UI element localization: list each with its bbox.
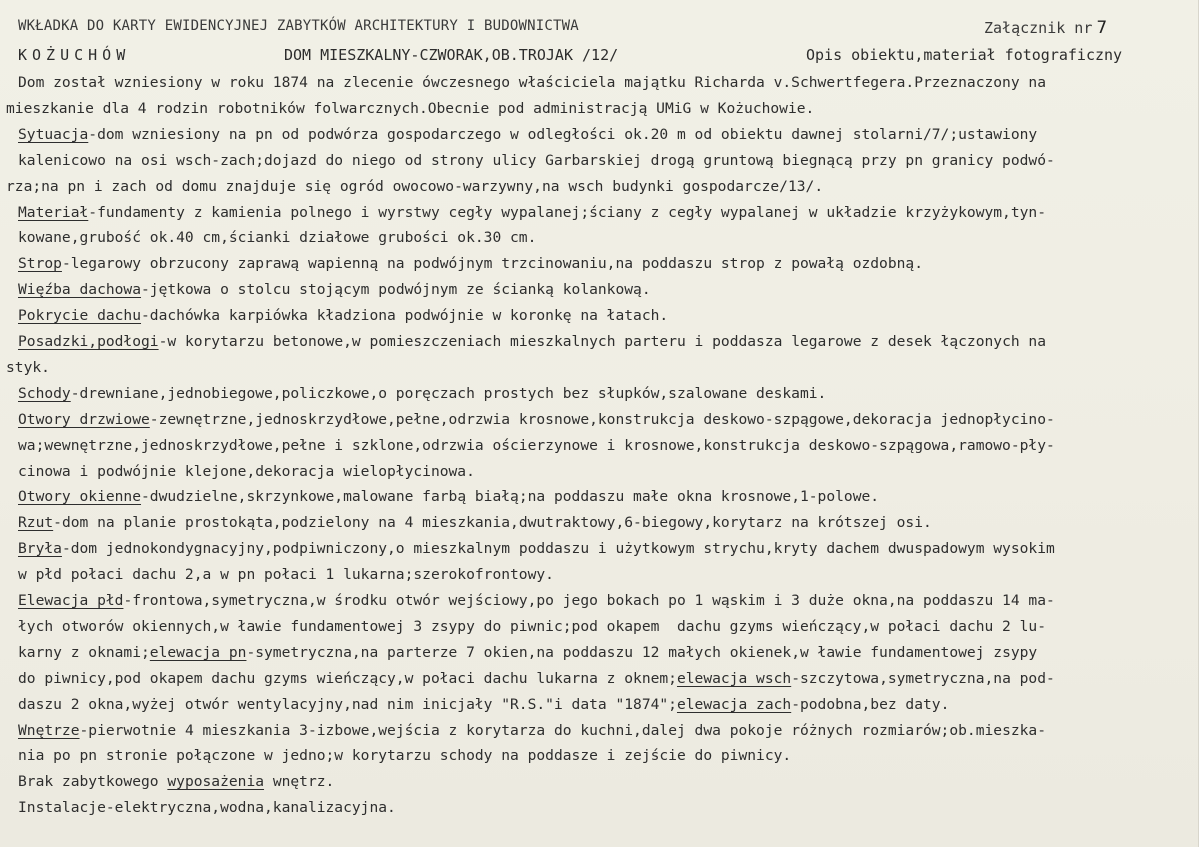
text-segment: Dom został wzniesiony w roku 1874 na zlecenie ówczesnego właściciela majątku Richarda v.Schwertfegera.Przeznaczony na [18,74,1046,91]
text-segment: -szczytowa,symetryczna,na pod- [791,669,1055,687]
text-segment: -legarowy obrzucony zaprawą wapienną na podwójnym trzcinowaniu,na poddaszu strop z powałą ozdobną. [61,255,923,273]
text-line [6,99,815,117]
text-segment: -frontowa,symetryczna,w środku otwór wejściowy,po jego bokach po 1 wąskim i 3 duże okna,na poddaszu 14 ma- [123,592,1055,609]
text-line [18,125,1038,143]
text-segment: -pierwotnie 4 mieszkania 3-izbowe,wejścia z korytarza do kuchni,dalej dwa pokoje różnych rozmiarów;ob.mieszka- [79,721,1046,739]
text-line [18,568,554,583]
attachment-label-text: Załącznik nr [984,19,1093,37]
text-segment: -dwudzielne,skrzynkowe,malowane farbą białą;na poddaszu małe okna krosnowe,1-polowe. [141,488,880,506]
text-line [18,749,791,764]
text-line [18,643,1038,661]
text-segment: karny z oknami; [18,643,150,661]
text-line [18,151,1055,169]
section-heading: Strop [18,255,62,273]
text-line [18,542,1055,557]
text-segment: mieszkanie dla 4 rodzin robotników folwarcznych.Obecnie pod administracją UMiG w Kożuchowie. [6,99,815,117]
text-line [18,231,536,246]
section-heading: Elewacja płd [18,592,124,609]
text-segment: wa;wewnętrzne,jednoskrzydłowe,pełne i szklone,odrzwia ościerzynowe i krosnowe,konstrukcja deskowo-szpągowa,ramowo-pły- [18,436,1055,454]
section-heading: Wnętrze [18,721,80,739]
description-type: Opis obiektu,materiał fotograficzny [806,46,1123,64]
text-segment: -dom jednokondygnacyjny,podpiwniczony,o mieszkalnym poddaszu i użytkowym strychu,kryty dachem dwuspadowym wysokim [61,540,1055,558]
text-line [6,177,824,195]
section-heading: Posadzki,podłogi [18,333,159,350]
section-heading: elewacja zach [676,695,792,713]
text-line [18,410,1055,428]
location-name: KOŻUCHÓW [18,46,131,64]
section-heading: Pokrycie dachu [18,307,142,325]
section-heading: Więźba dachowa [18,281,142,299]
text-segment: -podobna,bez daty. [791,695,950,713]
attachment-number: 7 [1096,18,1108,38]
text-line [18,594,1055,609]
text-segment: rza;na pn i zach od domu znajduje się ogród owocowo-warzywny,na wsch budynki gospodarcze/13/. [6,177,824,195]
object-name: DOM MIESZKALNY-CZWORAK,OB.TROJAK /12/ [284,46,619,64]
text-segment: styk. [6,358,50,376]
section-heading: elewacja wsch [676,669,792,687]
text-line [18,384,827,402]
section-heading: Schody [18,384,71,402]
text-segment: -zewnętrzne,jednoskrzydłowe,pełne,odrzwia krosnowe,konstrukcja deskowo-szpągowe,dekoracja jednopłycino- [149,410,1055,428]
text-segment: -dom wzniesiony na pn od podwórza gospodarczego w odległości ok.20 m od obiektu dawnej stolarni/7/;ustawiony [88,125,1038,143]
text-segment: cinowa i podwójnie klejone,dekoracja wielopłycinowa. [18,462,475,480]
text-line [18,669,1055,687]
text-segment: -jętkowa o stolcu stojącym podwójnym ze ścianką kolankową. [141,281,651,299]
text-segment: -w korytarzu betonowe,w pomieszczeniach mieszkalnych parteru i poddasza legarowe z desek łączonych na [158,333,1046,350]
section-heading: Materiał [18,203,89,221]
text-segment: nia po pn stronie połączone w jedno;w korytarzu schody na poddasze i zejście do piwnicy. [18,747,792,765]
text-line [18,436,1055,454]
text-line [18,203,1046,221]
text-line [18,775,334,790]
section-heading: wyposażenia [167,773,265,791]
text-segment: do piwnicy,pod okapem dachu gzyms wieńczący,w połaci dachu lukarna z oknem; [18,669,677,687]
text-line [18,516,932,531]
text-line [18,801,396,816]
text-segment: łych otworów okiennych,w ławie fundamentowej 3 zsypy do piwnic;pod okapem dachu gzyms wieńczący,w połaci dachu 2 lu- [18,617,1046,635]
text-segment: Brak zabytkowego [18,773,168,791]
text-line [18,490,879,505]
card-title: WKŁADKA DO KARTY EWIDENCYJNEJ ZABYTKÓW ARCHITEKTURY I BUDOWNICTWA [18,18,579,34]
text-segment: daszu 2 okna,wyżej otwór wentylacyjny,nad nim inicjały "R.S."i data "1874"; [18,695,677,713]
text-segment: -dom na planie prostokąta,podzielony na 4 mieszkania,dwutraktowy,6-biegowy,korytarz na krótszej osi. [53,514,932,532]
section-heading: elewacja pn [149,643,247,661]
text-segment: w płd połaci dachu 2,a w pn połaci 1 lukarna;szerokofrontowy. [18,566,554,584]
text-segment: -dachówka karpiówka kładziona podwójnie w koronkę na łatach. [141,307,669,325]
text-segment: Instalacje-elektryczna,wodna,kanalizacyjna. [18,799,396,817]
text-line [18,617,1046,635]
text-line [18,257,923,272]
text-line [18,721,1046,739]
text-line [18,335,1046,350]
section-heading: Rzut [18,514,54,532]
text-line [6,358,50,376]
text-line [18,309,668,324]
text-line [18,283,651,298]
text-line [18,695,950,713]
text-line [18,76,1046,91]
section-heading: Otwory drzwiowe [18,410,150,428]
text-line [18,462,475,480]
section-heading: Bryła [18,540,62,558]
text-segment: -drewniane,jednobiegowe,policzkowe,o poręczach prostych bez słupków,szalowane deskami. [70,384,827,402]
text-segment: kowane,grubość ok.40 cm,ścianki działowe grubości ok.30 cm. [18,229,537,247]
text-segment: -fundamenty z kamienia polnego i wyrstwy cegły wypalanej;ściany z cegły wypalanej w układzie krzyżykowym,tyn- [88,203,1046,221]
text-segment: wnętrz. [264,773,335,791]
section-heading: Otwory okienne [18,488,142,506]
text-segment: kalenicowo na osi wsch-zach;dojazd do niego od strony ulicy Garbarskiej drogą gruntową biegnącą przy pn granicy podwó- [18,151,1055,169]
text-segment: -symetryczna,na parterze 7 okien,na poddaszu 12 małych okienek,w ławie fundamentowej zsypy [246,643,1038,661]
section-heading: Sytuacja [18,125,89,143]
